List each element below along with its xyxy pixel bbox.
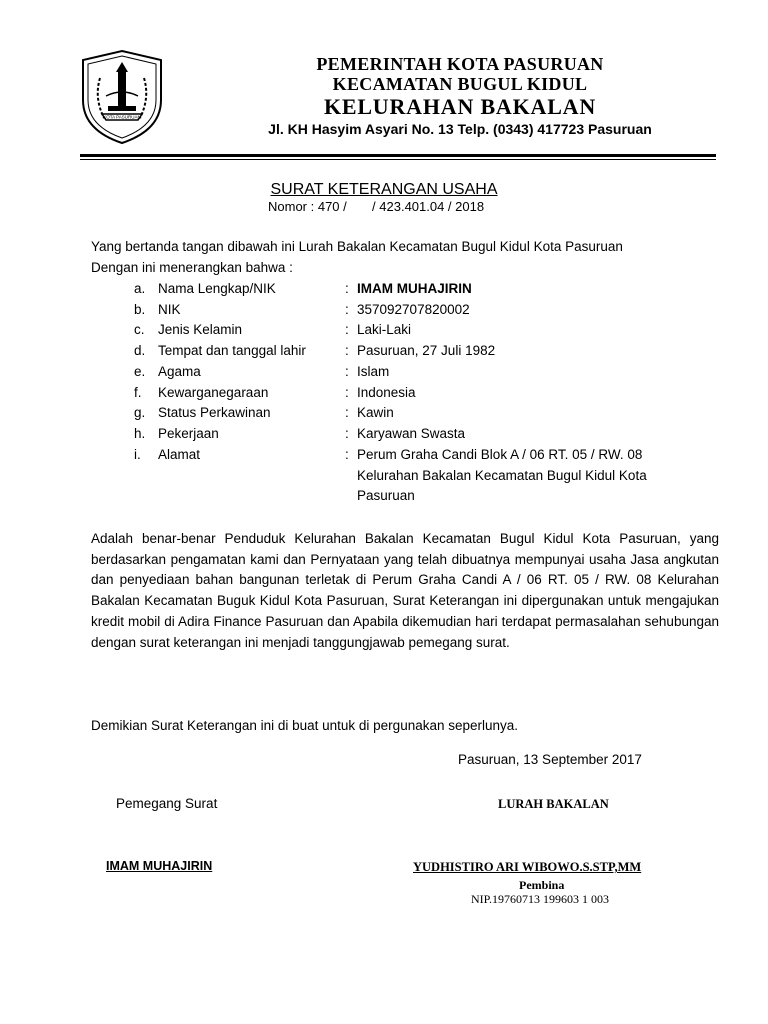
header-divider-thin (80, 159, 716, 160)
field-letter: i. (134, 447, 141, 462)
field-colon: : (345, 364, 349, 379)
field-value-address: Perum Graha Candi Blok A / 06 RT. 05 / RW. 08 (357, 447, 643, 462)
field-value-religion: Islam (357, 364, 390, 379)
official-name: YUDHISTIRO ARI WIBOWO.S.STP,MM (413, 860, 642, 874)
field-value-name: IMAM MUHAJIRIN (357, 281, 472, 296)
field-value-gender: Laki-Laki (357, 322, 412, 337)
official-title: LURAH BAKALAN (498, 797, 609, 811)
field-label-nik: NIK (158, 302, 181, 317)
field-value-address-line-3: Pasuruan (357, 488, 415, 503)
field-value-nik: 357092707820002 (357, 302, 470, 317)
field-colon: : (345, 426, 349, 441)
field-label-marital: Status Perkawinan (158, 405, 271, 420)
city-emblem-logo (78, 48, 166, 146)
official-rank: Pembina (519, 878, 565, 892)
field-colon: : (345, 405, 349, 420)
field-letter: h. (134, 426, 146, 441)
letter-title: SURAT KETERANGAN USAHA (270, 181, 498, 198)
field-colon: : (345, 385, 349, 400)
field-label-birth: Tempat dan tanggal lahir (158, 343, 306, 358)
field-colon: : (345, 447, 349, 462)
field-colon: : (345, 302, 349, 317)
field-value-occupation: Karyawan Swasta (357, 426, 466, 441)
header-divider-thick (80, 154, 716, 157)
field-label-address: Alamat (158, 447, 201, 462)
header-district: KECAMATAN BUGUL KIDUL (332, 74, 588, 94)
field-letter: e. (134, 364, 146, 379)
holder-label: Pemegang Surat (116, 796, 218, 811)
letter-number: Nomor : 470 / / 423.401.04 / 2018 (268, 199, 485, 214)
field-letter: d. (134, 343, 146, 358)
field-letter: g. (134, 405, 146, 420)
field-label-occupation: Pekerjaan (158, 426, 219, 441)
place-date: Pasuruan, 13 September 2017 (458, 752, 642, 767)
header-village: KELURAHAN BAKALAN (323, 94, 597, 119)
header-address: Jl. KH Hasyim Asyari No. 13 Telp. (0343) 417723 Pasuruan (268, 121, 652, 137)
field-colon: : (345, 343, 349, 358)
field-letter: a. (134, 281, 146, 296)
official-nip: NIP.19760713 199603 1 003 (471, 892, 610, 906)
header-government: PEMERINTAH KOTA PASURUAN (316, 54, 604, 74)
field-value-birth: Pasuruan, 27 Juli 1982 (357, 343, 496, 358)
field-value-citizenship: Indonesia (357, 385, 416, 400)
svg-text:KOTA PASURUAN: KOTA PASURUAN (103, 114, 141, 120)
field-letter: f. (134, 385, 142, 400)
field-label-name: Nama Lengkap/NIK (158, 281, 276, 296)
closing-statement: Demikian Surat Keterangan ini di buat untuk di pergunakan seperlunya. (91, 718, 519, 733)
intro-line-2: Dengan ini menerangkan bahwa : (91, 260, 293, 275)
field-letter: b. (134, 302, 146, 317)
field-label-gender: Jenis Kelamin (158, 322, 243, 337)
field-letter: c. (134, 322, 145, 337)
field-value-address-line-2: Kelurahan Bakalan Kecamatan Bugul Kidul Kota (357, 468, 647, 483)
field-colon: : (345, 281, 349, 296)
field-label-religion: Agama (158, 364, 201, 379)
body-paragraph: Adalah benar-benar Penduduk Kelurahan Bakalan Kecamatan Bugul Kidul Kota Pasuruan, yang berdasarkan pengamatan kami dan Pernyataan yang telah dibuatnya mempunyai usaha Jasa angkutan dan penyediaan bahan bangunan terletak di Perum Graha Candi A / 06 RT. 05 / RW. 08 Kelurahan Bakalan Kecamatan Buguk Kidul Kota Pasuruan, Surat Keterangan ini dipergunakan untuk mengajukan kredit mobil di Adira Finance Pasuruan dan Apabila dikemudian hari terdapat permasalahan sehubungan dengan surat keterangan ini menjadi tanggungjawab pemegang surat. (91, 531, 719, 650)
intro-line-1: Yang bertanda tangan dibawah ini Lurah Bakalan Kecamatan Bugul Kidul Kota Pasuruan (91, 239, 623, 254)
holder-name: IMAM MUHAJIRIN (106, 859, 213, 873)
field-label-citizenship: Kewarganegaraan (158, 385, 269, 400)
field-colon: : (345, 322, 349, 337)
field-value-marital: Kawin (357, 405, 394, 420)
